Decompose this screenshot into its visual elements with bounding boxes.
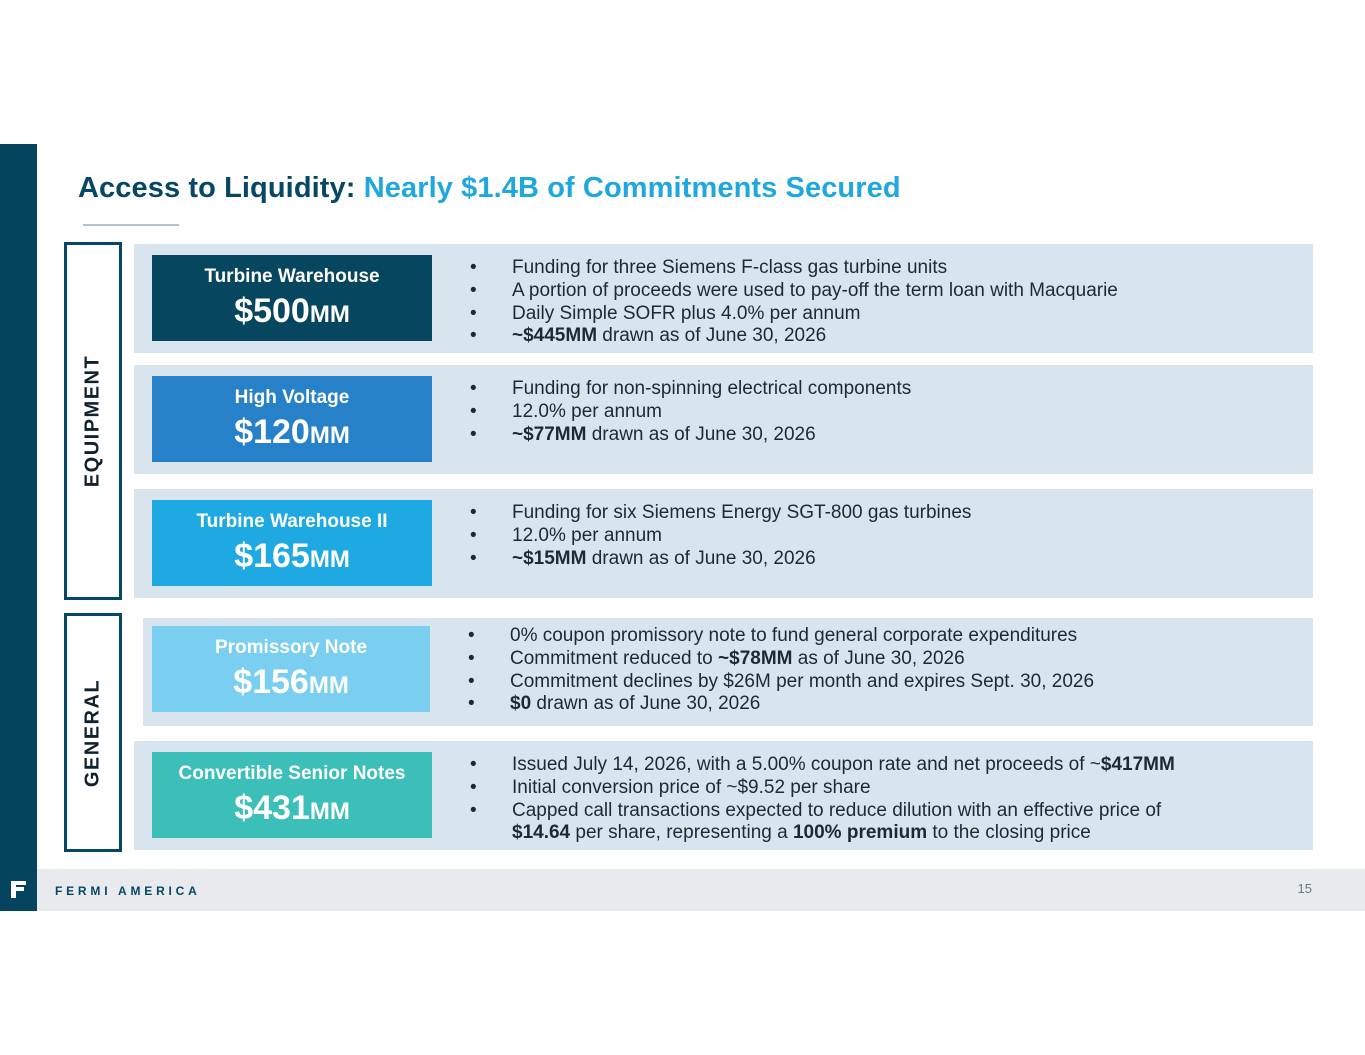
page-title [78,172,901,205]
bullet-item: • ~$77MM drawn as of June 30, 2026 [470,424,911,447]
title-highlight: Nearly $1.4B of Commitments Secured [363,172,901,204]
facility-bullets [470,754,1175,845]
facility-bullets [470,257,1118,348]
facility-amount: $120MM [234,413,350,451]
title-underline [83,224,179,226]
bullet-item: • 0% coupon promissory note to fund general corporate expenditures [468,625,1094,648]
bullet-item: • Commitment declines by $26M per month and expires Sept. 30, 2026 [468,671,1094,694]
equipment-group-box [64,242,122,600]
bullet-item: • Funding for non-spinning electrical components [470,378,911,401]
facility-amount: $165MM [234,537,350,575]
fermi-logo-icon [9,878,28,900]
facility-card [152,500,432,586]
facility-name: Convertible Senior Notes [178,763,406,784]
general-group-label: GENERAL [81,678,104,787]
facility-name: Turbine Warehouse [204,266,380,287]
facility-row-turbine-warehouse [134,244,1313,353]
title-prefix: Access to Liquidity: [78,172,356,204]
left-accent-bar [0,144,37,911]
bullet-item: • ~$15MM drawn as of June 30, 2026 [470,548,971,571]
facility-row-turbine-warehouse-ii [134,489,1313,598]
bullet-item: • Funding for three Siemens F-class gas turbine units [470,257,1118,280]
facility-card [152,376,432,462]
facility-name: High Voltage [234,387,350,408]
facility-name: Turbine Warehouse II [196,511,388,532]
facility-name: Promissory Note [214,637,368,658]
bullet-item: • ~$445MM drawn as of June 30, 2026 [470,325,1118,348]
facility-row-convertible-senior-notes [134,741,1313,850]
footer-logo-block [0,869,37,911]
bullet-item: • Funding for six Siemens Energy SGT-800 gas turbines [470,502,971,525]
bullet-item: • A portion of proceeds were used to pay-off the term loan with Macquarie [470,280,1118,303]
general-group-box [64,613,122,852]
footer-brand: FERMI AMERICA [55,884,201,898]
facility-bullets [470,502,971,570]
facility-amount: $431MM [234,789,350,827]
bullet-item: • Initial conversion price of ~$9.52 per share [470,777,1175,800]
facility-card [152,626,430,712]
bullet-item: • Issued July 14, 2026, with a 5.00% coupon rate and net proceeds of ~$417MM [470,754,1175,777]
bullet-item: • 12.0% per annum [470,525,971,548]
bullet-item: • Capped call transactions expected to reduce dilution with an effective price of $14.64 per share, representing a 100% premium to the closing price [470,800,1175,846]
page-number: 15 [1297,881,1312,896]
facility-row-high-voltage [134,365,1313,474]
equipment-group-label: EQUIPMENT [81,354,104,488]
bullet-item: • Daily Simple SOFR plus 4.0% per annum [470,303,1118,326]
slide [0,144,1365,911]
bullet-item: • $0 drawn as of June 30, 2026 [468,693,1094,716]
bullet-item: • Commitment reduced to ~$78MM as of June 30, 2026 [468,648,1094,671]
facility-bullets [468,625,1094,716]
facility-amount: $156MM [233,663,349,701]
footer [0,869,1365,911]
facility-card [152,752,432,838]
bullet-item: • 12.0% per annum [470,401,911,424]
facility-amount: $500MM [234,292,350,330]
facility-card [152,255,432,341]
facility-row-promissory-note [143,618,1313,726]
facility-bullets [470,378,911,446]
